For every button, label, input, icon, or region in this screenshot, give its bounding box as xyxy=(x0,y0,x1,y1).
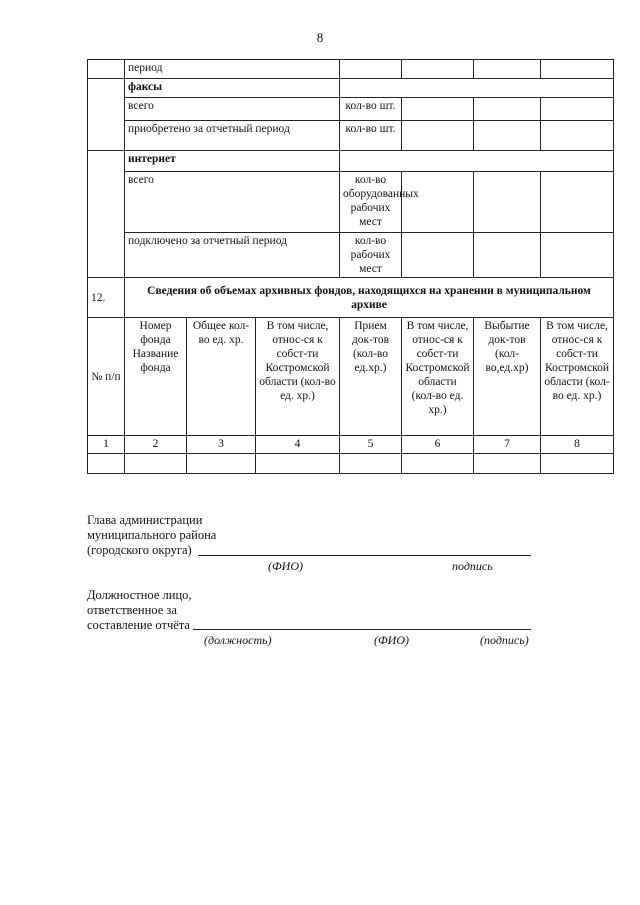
report-table xyxy=(87,59,614,474)
table-cell xyxy=(340,151,614,172)
responsible-official-label: Должностное лицо, ответственное за составление отчёта xyxy=(87,588,192,632)
table-cell xyxy=(474,121,541,151)
table-cell xyxy=(541,98,614,121)
table-cell xyxy=(402,121,474,151)
column-number: 2 xyxy=(125,436,187,454)
unit-cell: кол-во оборудованных рабочих мест xyxy=(340,172,402,233)
table-cell xyxy=(541,60,614,79)
fio-caption: (ФИО) xyxy=(268,559,303,573)
table-cell xyxy=(474,98,541,121)
table-cell xyxy=(474,454,541,474)
table-cell xyxy=(340,60,402,79)
column-header: Общее кол-во ед. хр. xyxy=(187,318,256,436)
signature-caption: (подпись) xyxy=(480,633,529,647)
page-number: 8 xyxy=(316,30,324,45)
table-cell xyxy=(474,233,541,278)
signature-line xyxy=(193,629,531,630)
column-header: Номер фонда Название фонда xyxy=(125,318,187,436)
row-label-internet-total: всего xyxy=(125,172,340,233)
column-number: 3 xyxy=(187,436,256,454)
row-label-faxes: факсы xyxy=(125,79,340,98)
table-cell xyxy=(541,233,614,278)
column-header: Прием док-тов (кол-во ед.хр.) xyxy=(340,318,402,436)
column-number: 6 xyxy=(402,436,474,454)
column-number: 4 xyxy=(256,436,340,454)
table-cell xyxy=(541,172,614,233)
column-header: В том числе, относ-ся к собст-ти Костромской области (кол-во ед. хр.) xyxy=(541,318,614,436)
row-label-period: период xyxy=(125,60,340,79)
table-cell xyxy=(187,454,256,474)
head-of-administration-label: Глава администрации муниципального района (городского округа) xyxy=(87,513,217,557)
unit-cell: кол-во шт. xyxy=(340,98,402,121)
position-caption: (должность) xyxy=(204,633,272,647)
row-label-faxes-acquired: приобретено за отчетный период xyxy=(125,121,340,151)
table-cell xyxy=(402,454,474,474)
row-label-internet-connected: подключено за отчетный период xyxy=(125,233,340,278)
table-cell xyxy=(402,233,474,278)
table-cell xyxy=(474,172,541,233)
table-cell xyxy=(541,121,614,151)
signature-line xyxy=(198,555,531,556)
fio-caption: (ФИО) xyxy=(374,633,409,647)
num-cell xyxy=(88,151,125,278)
table-cell xyxy=(256,454,340,474)
column-number: 7 xyxy=(474,436,541,454)
table-cell xyxy=(340,454,402,474)
num-cell xyxy=(88,60,125,79)
unit-cell: кол-во шт. xyxy=(340,121,402,151)
section-number: 12. xyxy=(88,278,125,318)
row-label-faxes-total: всего xyxy=(125,98,340,121)
column-number: 8 xyxy=(541,436,614,454)
section-title: Сведения об объемах архивных фондов, находящихся на хранении в муниципальном архиве xyxy=(125,278,614,318)
column-header: № п/п xyxy=(88,318,125,436)
table-cell xyxy=(541,454,614,474)
table-cell xyxy=(402,60,474,79)
table-cell xyxy=(474,60,541,79)
table-cell xyxy=(402,98,474,121)
signature-caption: подпись xyxy=(452,559,493,573)
row-label-internet: интернет xyxy=(125,151,340,172)
column-number: 5 xyxy=(340,436,402,454)
unit-cell: кол-во рабочих мест xyxy=(340,233,402,278)
column-header: В том числе, относ-ся к собст-ти Костромской области (кол-во ед. хр.) xyxy=(402,318,474,436)
table-cell xyxy=(340,79,614,98)
num-cell xyxy=(88,79,125,151)
column-number: 1 xyxy=(88,436,125,454)
column-header: Выбытие док-тов (кол-во,ед.хр) xyxy=(474,318,541,436)
column-header: В том числе, относ-ся к собст-ти Костромской области (кол-во ед. хр.) xyxy=(256,318,340,436)
table-cell xyxy=(88,454,125,474)
table-cell xyxy=(402,172,474,233)
table-cell xyxy=(125,454,187,474)
